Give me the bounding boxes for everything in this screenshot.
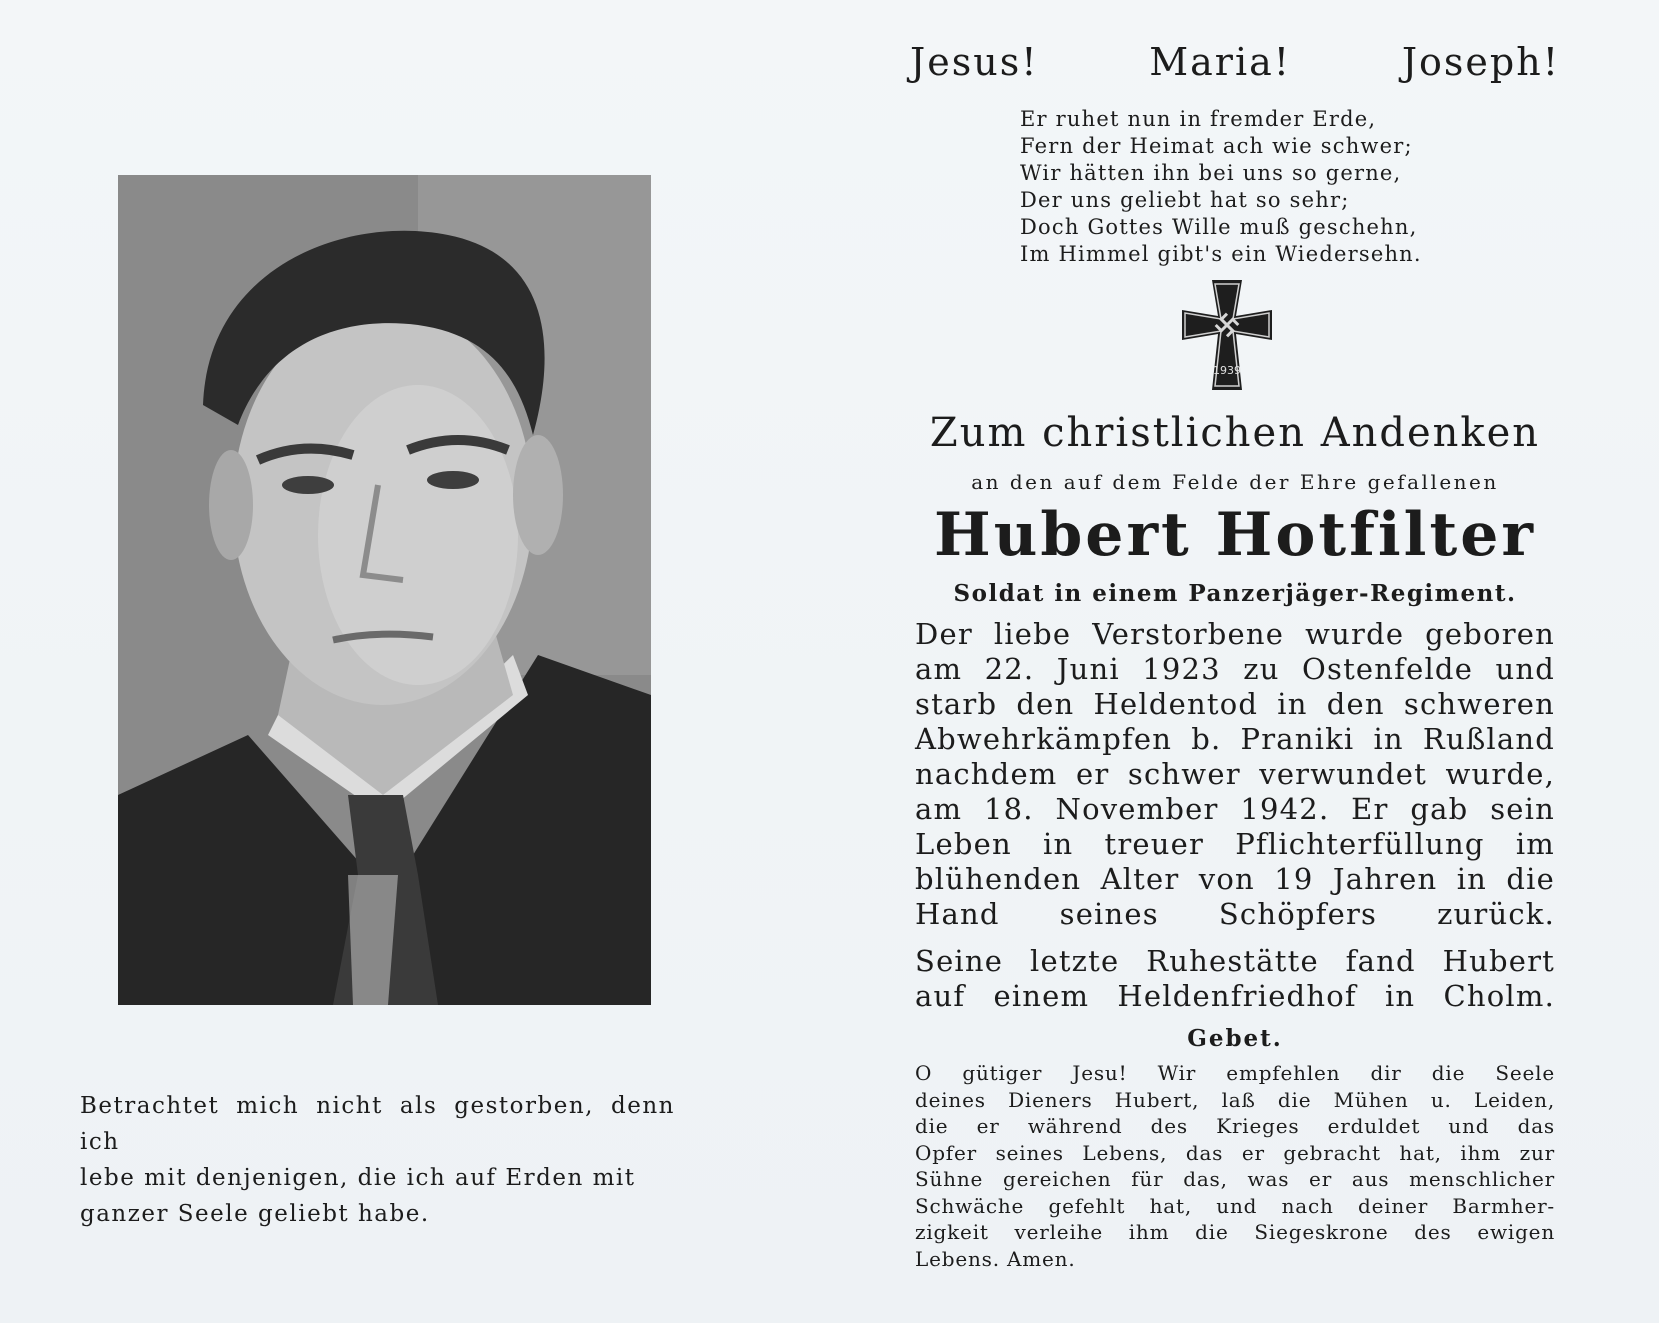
bio-line: am 18. November 1942. Er gab sein bbox=[915, 792, 1555, 826]
prayer-line: Lebens. Amen. bbox=[915, 1246, 1076, 1271]
prayer-line: O gütiger Jesu! Wir empfehlen dir die Seele bbox=[915, 1061, 1555, 1085]
memorial-subheading: an den auf dem Felde der Ehre gefallenen bbox=[971, 470, 1499, 494]
memorial-heading: Zum christlichen Andenken bbox=[929, 410, 1541, 456]
resting-place bbox=[915, 944, 1555, 1014]
bio-line: am 22. Juni 1923 zu Ostenfelde und bbox=[915, 652, 1555, 686]
iron-cross-icon bbox=[1172, 280, 1282, 390]
deceased-name: Hubert Hotfilter bbox=[934, 500, 1536, 570]
poem-line: Fern der Heimat ach wie schwer; bbox=[1020, 134, 1413, 158]
prayer-line: deines Dieners Hubert, laß die Mühen u. Leiden, bbox=[915, 1087, 1555, 1112]
prayer-line: Sühne gereichen für das, was er aus menschlicher bbox=[915, 1167, 1555, 1191]
prayer-line: Schwäche gefehlt hat, und nach deiner Barmher- bbox=[915, 1193, 1555, 1218]
resting-place-line: Seine letzte Ruhestätte fand Hubert bbox=[915, 944, 1555, 978]
left-quote-line: Betrachtet mich nicht als gestorben, denn ich bbox=[80, 1093, 675, 1155]
bio-line: blühenden Alter von 19 Jahren in die bbox=[915, 862, 1555, 896]
bio-line: Abwehrkämpfen b. Praniki in Rußland bbox=[915, 722, 1555, 756]
invocation-joseph: Joseph! bbox=[1401, 40, 1560, 84]
resting-place-line: auf einem Heldenfriedhof in Cholm. bbox=[915, 979, 1555, 1013]
biography bbox=[915, 617, 1555, 932]
portrait-illustration bbox=[118, 175, 651, 1005]
bio-line: starb den Heldentod in den schweren bbox=[915, 687, 1555, 721]
prayer-line: Opfer seines Lebens, das er gebracht hat, ihm zur bbox=[915, 1140, 1555, 1165]
invocation-maria: Maria! bbox=[1149, 40, 1292, 84]
prayer-title: Gebet. bbox=[1187, 1025, 1283, 1052]
poem bbox=[1020, 106, 1480, 268]
invocation bbox=[910, 40, 1560, 84]
cross-year: 1939 bbox=[1213, 364, 1241, 377]
poem-line: Wir hätten ihn bei uns so gerne, bbox=[1020, 161, 1402, 185]
prayer-text bbox=[915, 1060, 1555, 1272]
portrait-photo bbox=[118, 175, 651, 1005]
left-quote bbox=[80, 1088, 675, 1232]
poem-line: Doch Gottes Wille muß geschehn, bbox=[1020, 215, 1418, 239]
left-quote-line: ganzer Seele geliebt habe. bbox=[80, 1201, 430, 1227]
bio-line: Hand seines Schöpfers zurück. bbox=[915, 897, 1555, 931]
bio-line: Leben in treuer Pflichterfüllung im bbox=[915, 827, 1555, 861]
deceased-rank: Soldat in einem Panzerjäger-Regiment. bbox=[953, 580, 1517, 607]
invocation-jesus: Jesus! bbox=[910, 40, 1039, 84]
poem-line: Er ruhet nun in fremder Erde, bbox=[1020, 107, 1377, 131]
poem-line: Der uns geliebt hat so sehr; bbox=[1020, 188, 1350, 212]
poem-line: Im Himmel gibt's ein Wiedersehn. bbox=[1020, 242, 1422, 266]
prayer-line: zigkeit verleihe ihm die Siegeskrone des ewigen bbox=[915, 1220, 1555, 1244]
prayer-line: die er während des Krieges erduldet und das bbox=[915, 1114, 1555, 1138]
left-quote-line: lebe mit denjenigen, die ich auf Erden mit bbox=[80, 1165, 636, 1191]
bio-line: Der liebe Verstorbene wurde geboren bbox=[915, 617, 1555, 651]
bio-line: nachdem er schwer verwundet wurde, bbox=[915, 757, 1555, 791]
